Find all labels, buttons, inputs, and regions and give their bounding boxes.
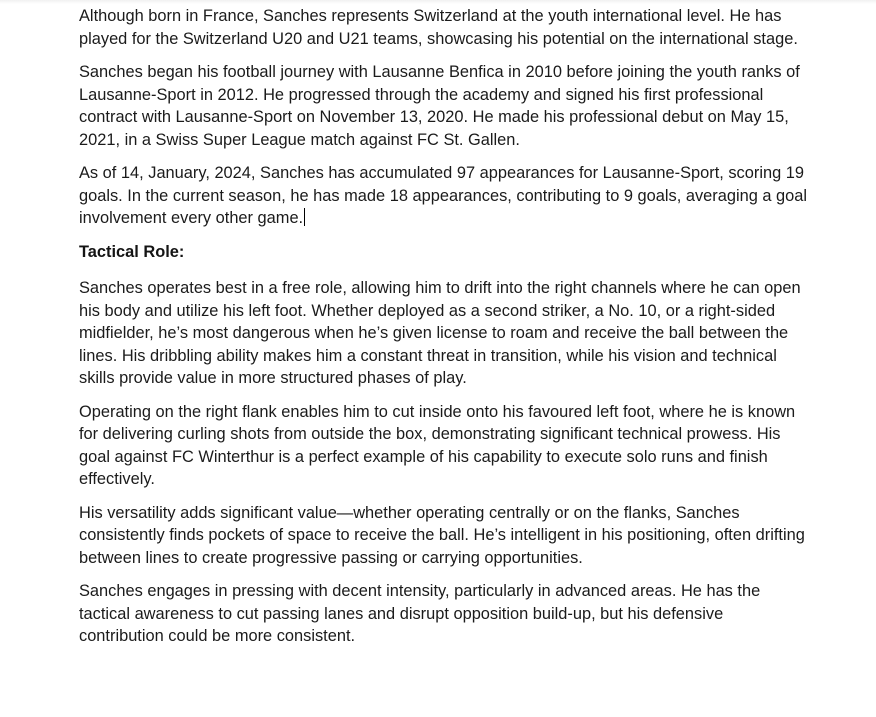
text-cursor [304,208,305,226]
document-body[interactable] [79,5,809,659]
paragraph-free-role[interactable]: Sanches operates best in a free role, allowing him to drift into the right channels where he can open his body and utilize his left foot. Whether deployed as a second striker, a No. 10, or a right-sided midfielder, he’s most dangerous when he’s given license to roam and receive the ball between the lines. His dribbling ability makes him a constant threat in transition, while his vision and technical skills provide value in more structured phases of play. [79,279,801,387]
paragraph-statistics-text[interactable]: As of 14, January, 2024, Sanches has accumulated 97 appearances for Lausanne-Sport, scoring 19 goals. In the current season, he has made 18 appearances, contributing to 9 goals, averaging a goal involvement every other game. [79,164,808,227]
top-edge-shadow [0,0,876,4]
paragraph-versatility[interactable]: His versatility adds significant value—whether operating centrally or on the flanks, Sanches consistently finds pockets of space to receive the ball. He’s intelligent in his positioning, often drifting between lines to create progressive passing or carrying opportunities. [79,503,805,567]
paragraph-pressing[interactable]: Sanches engages in pressing with decent intensity, particularly in advanced areas. He has the tactical awareness to cut passing lanes and disrupt opposition build-up, but his defensive contribution could be more consistent. [79,582,761,645]
paragraph-right-flank[interactable]: Operating on the right flank enables him to cut inside onto his favoured left foot, where he is known for delivering curling shots from outside the box, demonstrating significant technical prowess. His goal against FC Winterthur is a perfect example of his capability to execute solo runs and finish effectively. [79,402,796,488]
section-heading-tactical-role[interactable]: Tactical Role: [79,242,185,261]
paragraph-statistics[interactable] [79,162,809,230]
paragraph-youth-international[interactable]: Although born in France, Sanches represents Switzerland at the youth international level. He has played for the Switzerland U20 and U21 teams, showcasing his potential on the international stage. [79,7,798,48]
paragraph-career-history[interactable]: Sanches began his football journey with Lausanne Benfica in 2010 before joining the youth ranks of Lausanne-Sport in 2012. He progressed through the academy and signed his first professional contract with Lausanne-Sport on November 13, 2020. He made his professional debut on May 15, 2021, in a Swiss Super League match against FC St. Gallen. [79,63,800,149]
